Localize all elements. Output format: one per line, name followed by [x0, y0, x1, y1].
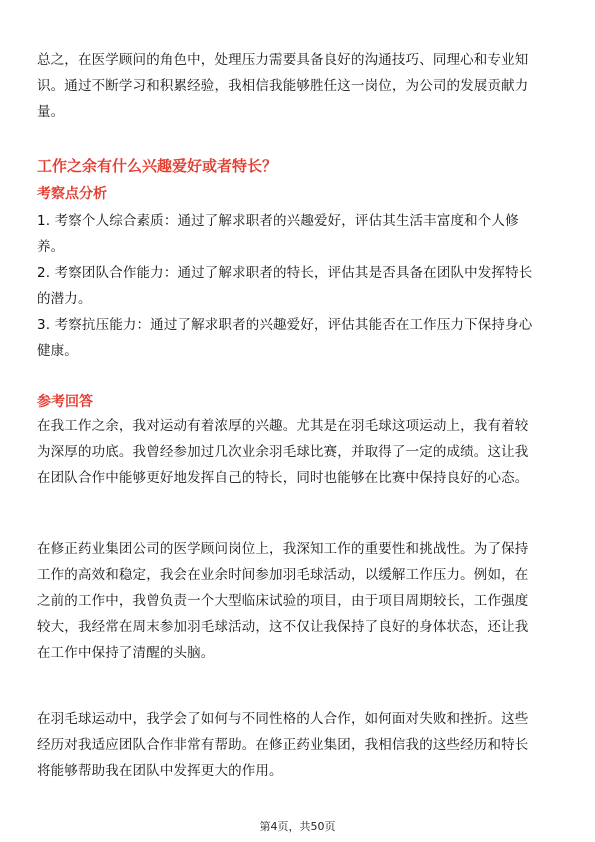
summary-line: 识。通过不断学习和积累经验，我相信我能够胜任这一岗位，为公司的发展贡献力 — [37, 78, 529, 94]
analysis-item-2 — [37, 260, 561, 312]
analysis-item-line: 3. 考察抗压能力：通过了解求职者的兴趣爱好，评估其能否在工作压力下保持身心 — [37, 317, 533, 333]
analysis-item-3 — [37, 312, 561, 364]
answer-paragraph-2 — [37, 536, 561, 666]
answer-line: 为深厚的功底。我曾经参加过几次业余羽毛球比赛，并取得了一定的成绩。这让我 — [37, 444, 529, 460]
question-title: 工作之余有什么兴趣爱好或者特长？ — [37, 157, 278, 175]
analysis-item-line: 1. 考察个人综合素质：通过了解求职者的兴趣爱好，评估其生活丰富度和个人修 — [37, 213, 519, 229]
answer-line: 在团队合作中能够更好地发挥自己的特长，同时也能够在比赛中保持良好的心态。 — [37, 470, 529, 486]
answer-line: 之前的工作中，我曾负责一个大型临床试验的项目，由于项目周期较长，工作强度 — [37, 593, 529, 609]
summary-paragraph — [37, 47, 561, 125]
analysis-item-1 — [37, 208, 561, 260]
analysis-item-line: 2. 考察团队合作能力：通过了解求职者的特长，评估其是否具备在团队中发挥特长 — [37, 265, 533, 281]
summary-line: 总之，在医学顾问的角色中，处理压力需要具备良好的沟通技巧、同理心和专业知 — [37, 52, 529, 68]
analysis-item-line: 养。 — [37, 239, 65, 255]
answer-line: 在我工作之余，我对运动有着浓厚的兴趣。尤其是在羽毛球这项运动上，我有着较 — [37, 418, 529, 434]
answer-line: 在羽毛球运动中，我学会了如何与不同性格的人合作，如何面对失败和挫折。这些 — [37, 711, 529, 727]
page-number: 第4页，共50页 — [259, 820, 336, 833]
answer-line: 在修正药业集团公司的医学顾问岗位上，我深知工作的重要性和挑战性。为了保持 — [37, 541, 529, 557]
analysis-heading: 考察点分析 — [37, 186, 107, 202]
answer-line: 在工作中保持了清醒的头脑。 — [37, 645, 215, 661]
answer-paragraph-1 — [37, 413, 561, 491]
analysis-item-line: 健康。 — [37, 343, 78, 359]
answer-heading: 参考回答 — [37, 394, 93, 410]
summary-line: 量。 — [37, 104, 65, 120]
answer-line: 工作的高效和稳定，我会在业余时间参加羽毛球活动，以缓解工作压力。例如，在 — [37, 567, 529, 583]
answer-line: 经历对我适应团队合作非常有帮助。在修正药业集团，我相信我的这些经历和特长 — [37, 737, 529, 753]
answer-line: 将能够帮助我在团队中发挥更大的作用。 — [37, 763, 283, 779]
answer-line: 较大，我经常在周末参加羽毛球活动，这不仅让我保持了良好的身体状态，还让我 — [37, 619, 529, 635]
answer-paragraph-3 — [37, 706, 561, 784]
analysis-item-line: 的潜力。 — [37, 291, 92, 307]
